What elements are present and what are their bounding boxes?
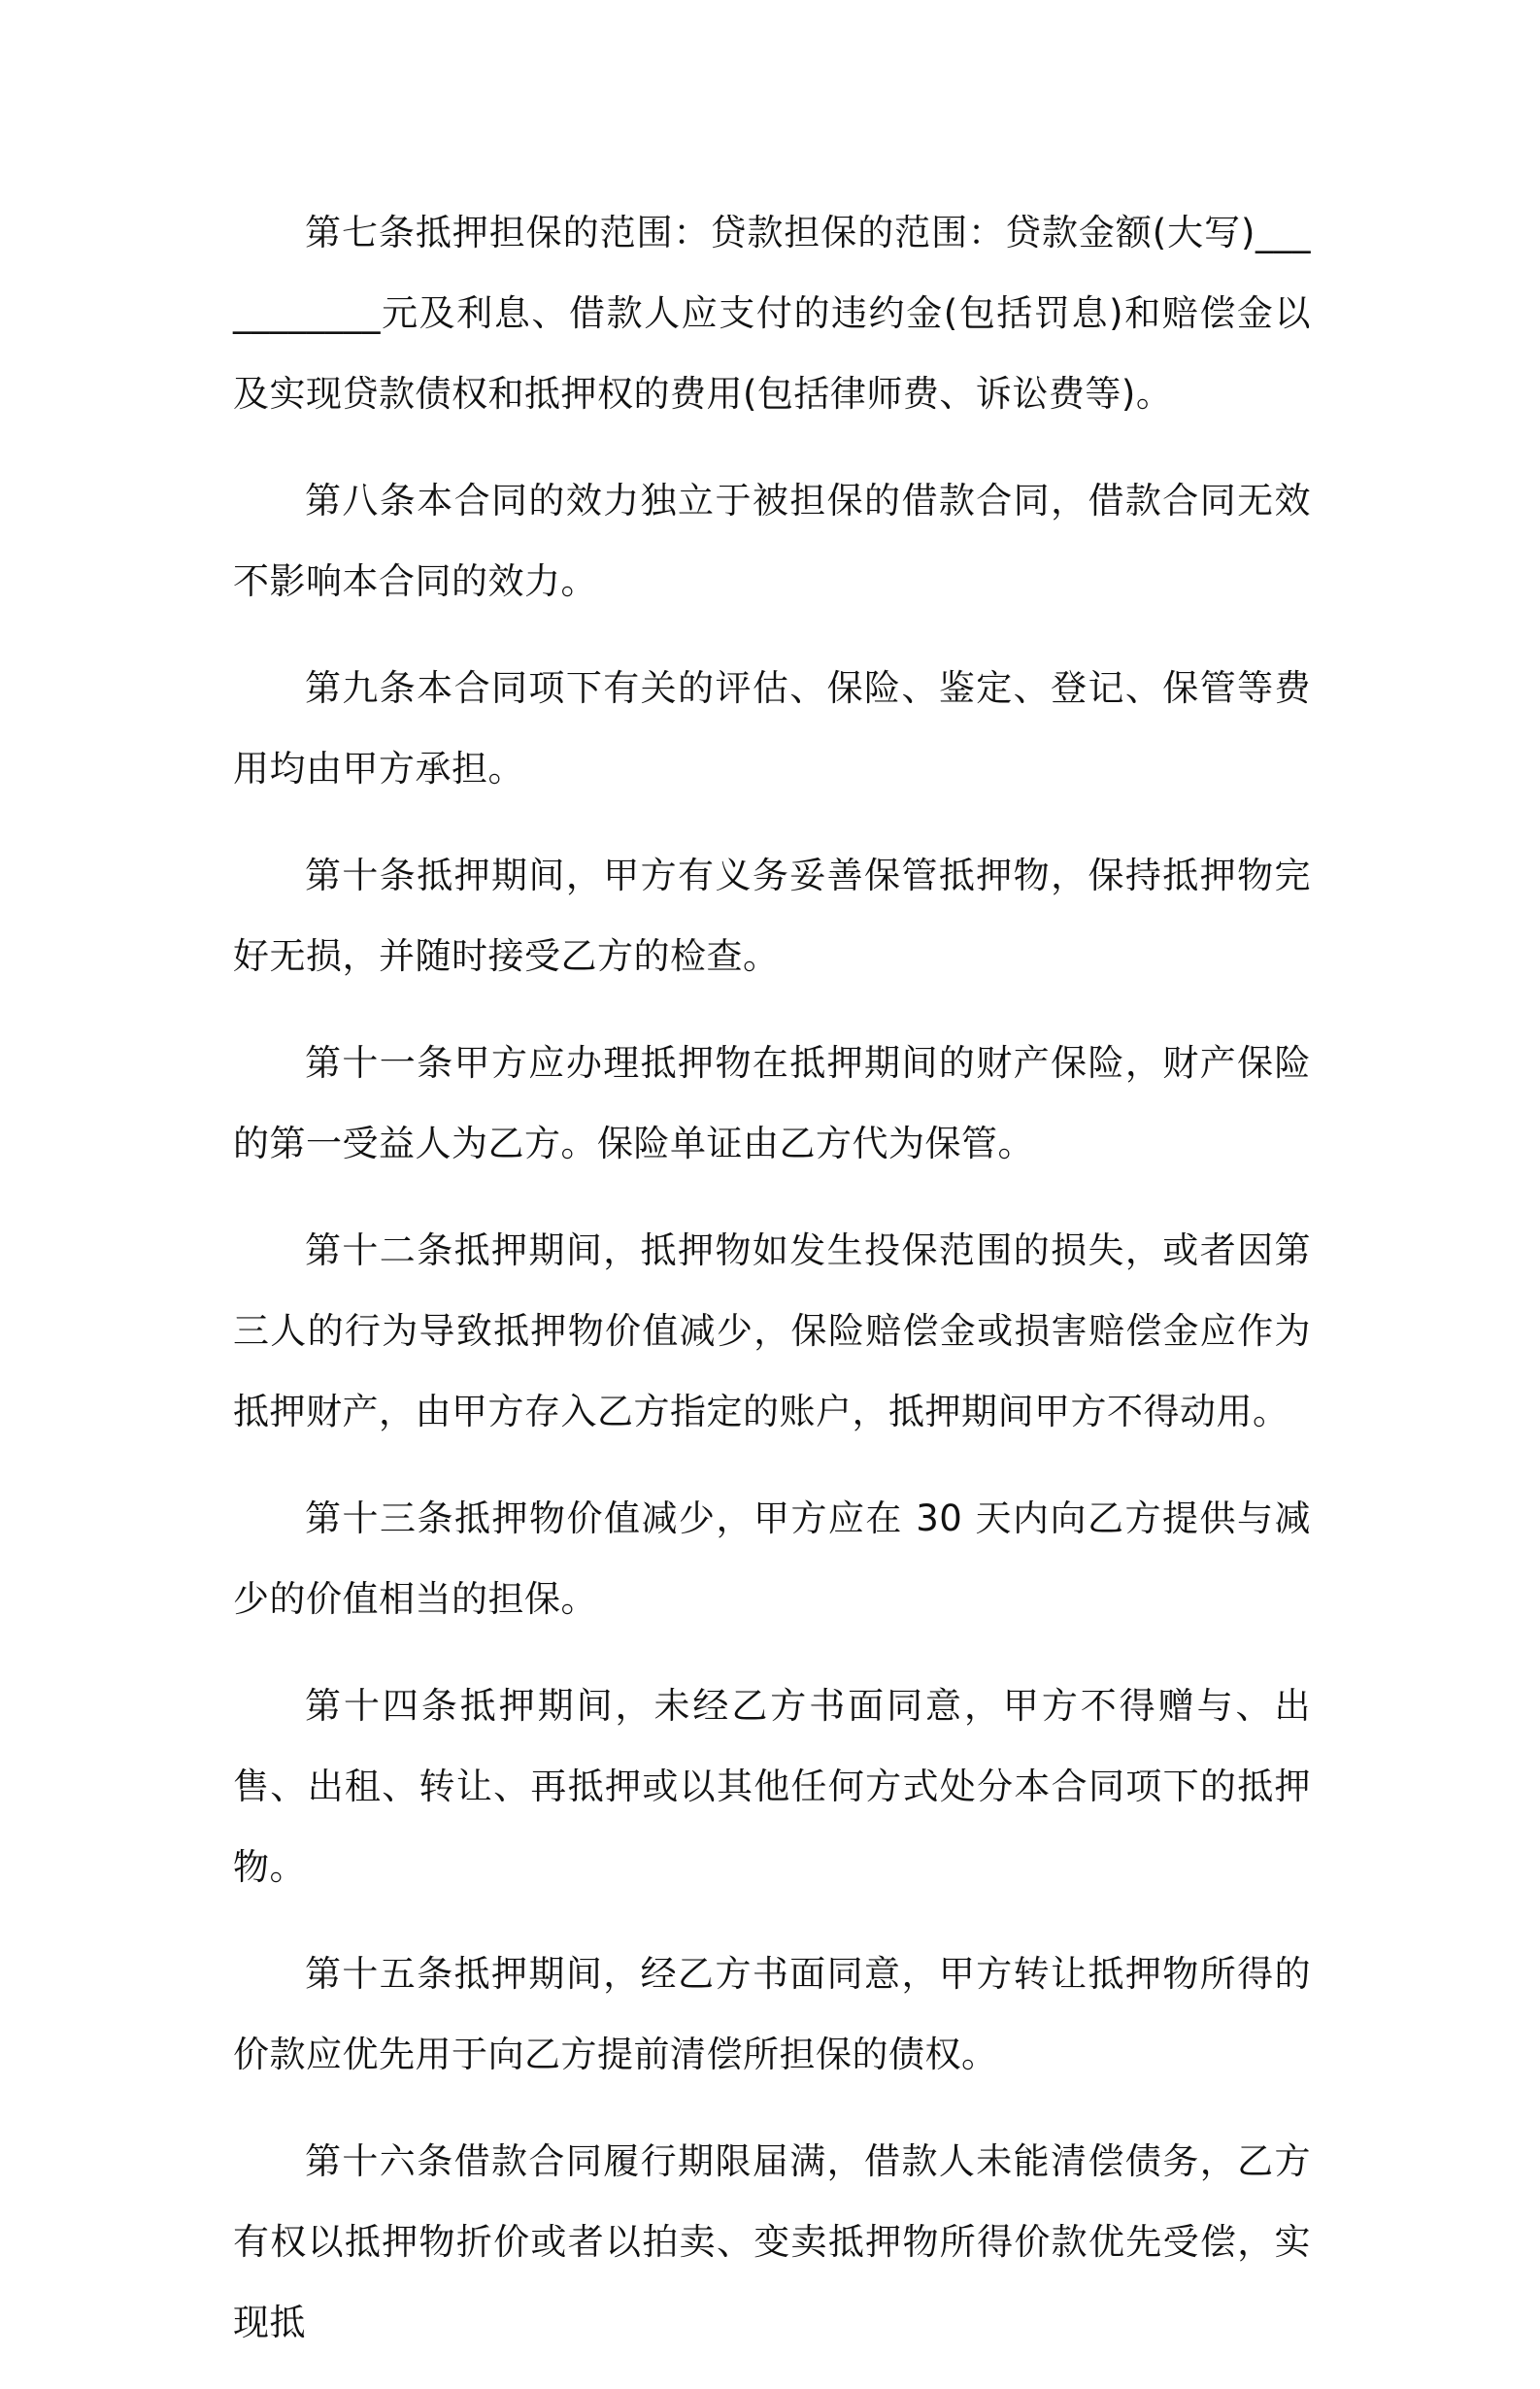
article-10-paragraph: 第十条抵押期间，甲方有义务妥善保管抵押物，保持抵押物完好无损，并随时接受乙方的检查。 xyxy=(233,855,1311,977)
article-14-paragraph: 第十四条抵押期间，未经乙方书面同意，甲方不得赠与、出售、出租、转让、再抵押或以其他任何方式处分本合同项下的抵押物。 xyxy=(233,1685,1311,1888)
article-15-paragraph: 第十五条抵押期间，经乙方书面同意，甲方转让抵押物所得的价款应优先用于向乙方提前清偿所担保的债权。 xyxy=(233,1953,1311,2075)
article-7-paragraph: 第七条抵押担保的范围：贷款担保的范围：贷款金额(大写)___________元及利息、借款人应支付的违约金(包括罚息)和赔偿金以及实现贷款债权和抵押权的费用(包括律师费、诉讼费等)。 xyxy=(233,212,1311,415)
article-16-paragraph: 第十六条借款合同履行期限届满，借款人未能清偿债务，乙方有权以抵押物折价或者以拍卖、变卖抵押物所得价款优先受偿，实现抵 xyxy=(233,2140,1311,2343)
article-11-paragraph: 第十一条甲方应办理抵押物在抵押期间的财产保险，财产保险的第一受益人为乙方。保险单证由乙方代为保管。 xyxy=(233,1042,1311,1164)
document-body xyxy=(233,192,1311,2389)
article-12-paragraph: 第十二条抵押期间，抵押物如发生投保范围的损失，或者因第三人的行为导致抵押物价值减少，保险赔偿金或损害赔偿金应作为抵押财产，由甲方存入乙方指定的账户，抵押期间甲方不得动用。 xyxy=(233,1229,1311,1432)
article-13-paragraph: 第十三条抵押物价值减少，甲方应在 30 天内向乙方提供与减少的价值相当的担保。 xyxy=(233,1497,1311,1620)
article-8-paragraph: 第八条本合同的效力独立于被担保的借款合同，借款合同无效不影响本合同的效力。 xyxy=(233,480,1311,602)
article-9-paragraph: 第九条本合同项下有关的评估、保险、鉴定、登记、保管等费用均由甲方承担。 xyxy=(233,667,1311,790)
